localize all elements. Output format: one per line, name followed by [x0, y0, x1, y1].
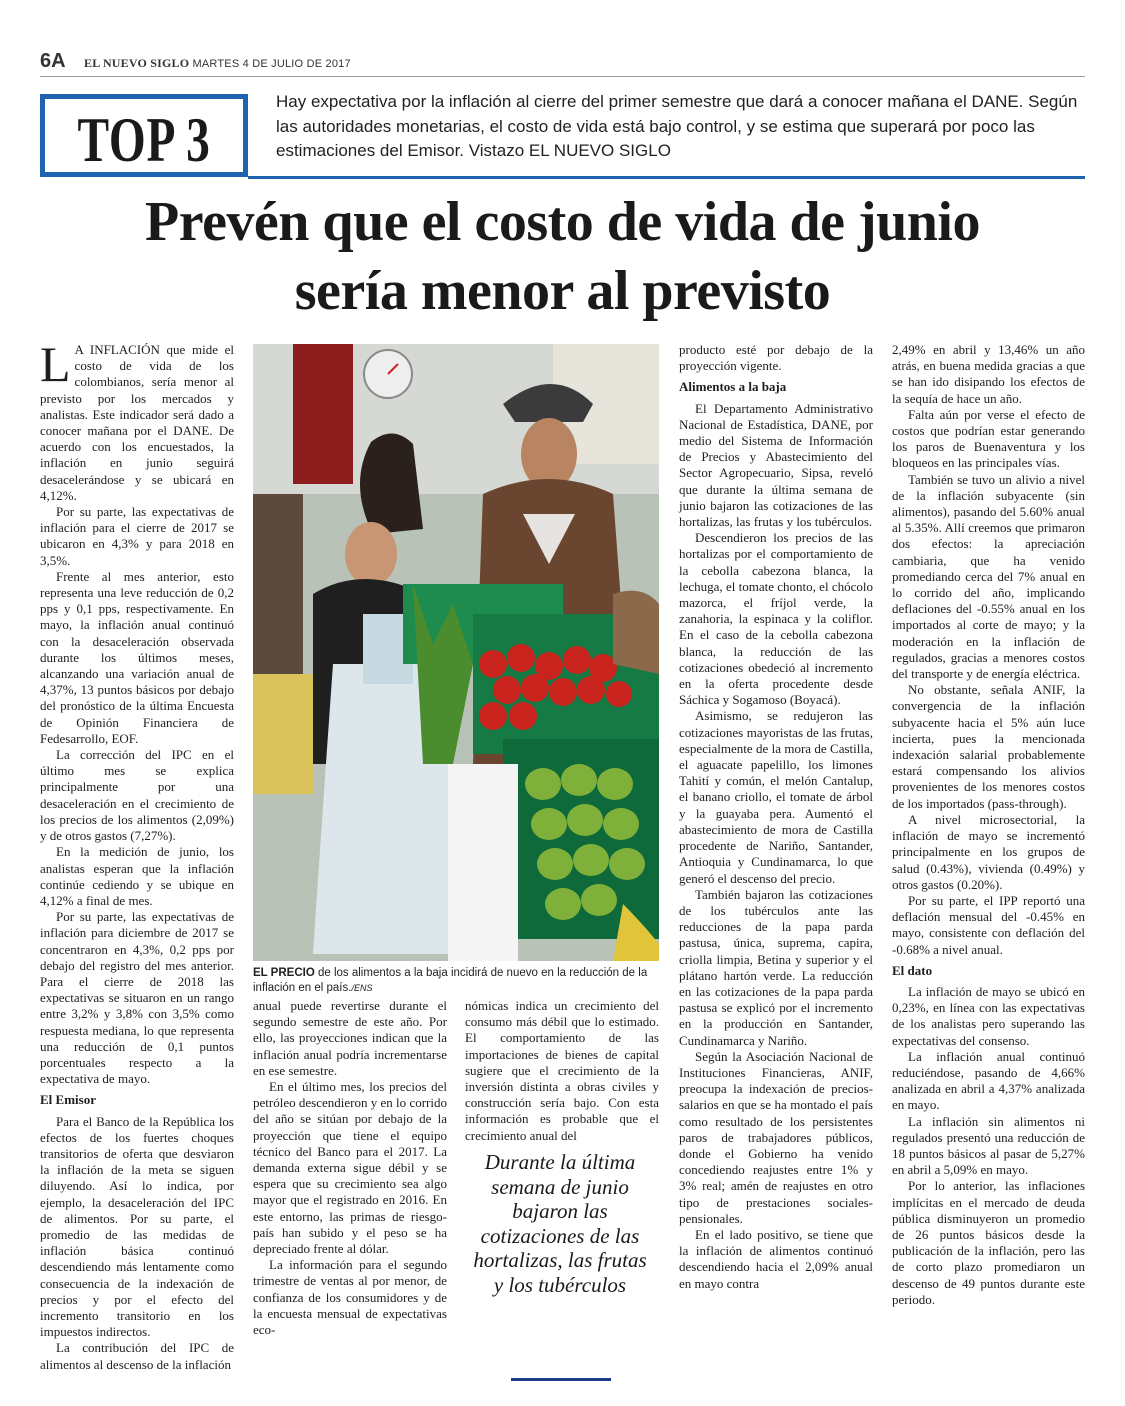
subhead-alimentos: Alimentos a la baja: [679, 379, 787, 395]
market-photo-illustration: [253, 344, 659, 961]
paragraph: La inflación sin alimentos ni regulados presentó una reducción de 18 puntos básicos al pasar de 5,27% en abril a 5,09% en mayo.: [892, 1113, 1085, 1178]
paragraph: Por su parte, las expectativas de inflación para diciembre de 2017 se concentraron en 4,3%, 0,2 pps por debajo del registro del mes anterior. Para el cierre de 2018 las expectativas se situaron en un rango entre 3,2% y 3,8% con 3,5% como respuesta mediana, lo que representa una reducción de 0,1 puntos porcentuales respecto a la expectativa de mayo.: [40, 909, 234, 1087]
pull-quote-rule: [511, 1378, 611, 1381]
paragraph: La información para el segundo trimestre de ventas al por menor, de confianza de los consumidores y de la encuesta mensual de expectativas eco-: [253, 1257, 447, 1338]
paragraph: En el lado positivo, se tiene que la inflación de alimentos continuó descendiendo hacia el 2,09% anual en mayo contra: [679, 1226, 873, 1291]
paragraph: También bajaron las cotizaciones de los tubérculos ante las reducciones de la papa parda pastusa, única, suprema, capira, criolla limpia, Betina y superior y el plátano hartón verde. La reducción en las cotizaciones de la papa parda pastusa se explicó por el incremento en la producción en Santander, Cundinamarca y Nariño.: [679, 886, 873, 1048]
caption-lead: EL PRECIO: [253, 967, 315, 979]
section-intro: Hay expectativa por la inflación al cierre del primer semestre que dará a conocer mañana el DANE. Según las autoridades monetarias, el costo de vida está bajo control, y se estima que superará por poco las estimaciones del Emisor. Vistazo EL NUEVO SIGLO: [276, 92, 1078, 160]
paragraph: Según la Asociación Nacional de Instituciones Financieras, ANIF, preocupa la indexación de precios-salarios en que se ha montado el país como resultado de los persistentes paros de trabajadores públicos, donde el Gobierno ha venido concediendo reajustes entre 1% y 3% real; amén de reajustes en otro tipo de prestaciones sociales-pensionales.: [679, 1048, 873, 1226]
paragraph: En la medición de junio, los analistas esperan que la inflación continúe cediendo y se ubique en 4,12% a final de mes.: [40, 844, 234, 908]
article-column-5: [892, 342, 1085, 1308]
paragraph: Por su parte, el IPP reportó una deflación mensual del -0.45% en mayo, consistente con deflación del -0.68% a nivel anual.: [892, 892, 1085, 957]
photo-caption: [253, 966, 659, 995]
newspaper-name: EL NUEVO SIGLO: [84, 56, 190, 70]
paragraph: Frente al mes anterior, esto representa una leve reducción de 0,2 pps y 0,1 pps, respectivamente. En mayo, la inflación anual continuó con la desaceleración observada durante los últimos meses, alcanzando una variación anual de 4,37%, 13 puntos básicos por debajo del pronóstico de la última Encuesta de Opinión Financiera de Fedesarrollo, EOF.: [40, 568, 234, 746]
section-label: TOP 3: [77, 104, 211, 175]
article-column-1: [40, 336, 234, 1373]
paragraph: No obstante, señala ANIF, la convergencia de la inflación subyacente hacia el 5% aún luce incierta, pues la mencionada indexación salarial probablemente estará compensando los alivios provenientes de los menores costos de los importados (pass-through).: [892, 682, 1085, 811]
paragraph: Por lo anterior, las inflaciones implícitas en el mercado de deuda pública disminuyeron un promedio de 26 puntos básicos desde la publicación de la inflación, pero las de corto plazo promediaron un descenso de 49 puntos durante este periodo.: [892, 1178, 1085, 1307]
folio-line: [84, 56, 351, 71]
paragraph: También se tuvo un alivio a nivel de la inflación subyacente (sin alimentos), pasando del 5.60% anual al 5.35%. Allí creemos que primaron dos efectos: la apreciación cambiaria, que ha venido promediando cerca del 7% anual en lo corrido del año, implicando deflaciones del -0.55% anual en los importados al corte de mayo; y la moderación en la inflación de regulados, gracias a menores costos del transporte y de energía eléctrica.: [892, 471, 1085, 682]
headline-line-2: sería menor al previsto: [294, 260, 831, 322]
subhead-el-dato: El dato: [892, 962, 933, 978]
section-badge: [40, 94, 248, 177]
paragraph: Para el Banco de la República los efectos de los fuertes choques transitorios de oferta que desviaron la inflación de la meta se siguen diluyendo. Así lo indica, por ejemplo, la desaceleración del IPC de alimentos. Por su parte, el promedio de las medidas de inflación básica continuó descendiendo más lentamente como consecuencia de la indexación de precios y por el efecto del incremento transitorio en los impuestos indirectos.: [40, 1113, 234, 1340]
article-column-2: [253, 998, 447, 1338]
issue-date: MARTES 4 DE JULIO DE 2017: [192, 58, 351, 70]
paragraph: En el último mes, los precios del petróleo descendieron y en lo corrido del año se sitúan por debajo de la proyección que tiene el equipo técnico del Banco para el 2017. La demanda externa sigue débil y se espera que su crecimiento sea algo mayor que el registrado en 2016. En este entorno, las primas de riesgo-país han subido y el peso se ha depreciado frente al dólar.: [253, 1079, 447, 1257]
paragraph: anual puede revertirse durante el segundo semestre de este año. Por ello, las proyecciones indican que la inflación anual podría incrementarse en ese semestre.: [253, 998, 447, 1078]
paragraph: La inflación anual continuó reduciéndose, pasando de 4,66% analizada en abril a 4,37% analizada en mayo.: [892, 1048, 1085, 1113]
paragraph: La inflación de mayo se ubicó en 0,23%, en línea con las expectativas de los analistas pero superando las expectativas del consenso.: [892, 983, 1085, 1048]
article-column-3: [465, 998, 659, 1144]
paragraph: Falta aún por verse el efecto de costos que podrían estar generando los paros de Buenaventura y los bloqueos en las principales vías.: [892, 406, 1085, 471]
article-column-4: [679, 342, 873, 1292]
paragraph: El Departamento Administrativo Nacional de Estadística, DANE, por medio del Sistema de Información de Precios y Abastecimiento del Sector Agropecuario, Sipsa, reveló que durante la última semana de junio bajaron las cotizaciones de las hortalizas, las frutas y los tubérculos.: [679, 400, 873, 530]
paragraph: Por su parte, las expectativas de inflación para el cierre de 2017 se ubicaron en 4,3% y para 2018 en 3,5%.: [40, 504, 234, 568]
section-rule: [248, 176, 1085, 179]
paragraph: La corrección del IPC en el último mes se explica principalmente por una desaceleración en el crecimiento de los precios de los alimentos (2,09%) y de otros gastos (7,27%).: [40, 747, 234, 844]
caption-text: de los alimentos a la baja incidirá de nuevo en la reducción de la inflación en el país.: [253, 967, 648, 994]
pull-quote: Durante la última semana de junio bajaron las cotizaciones de las hortalizas, las frutas y los tubérculos: [473, 1150, 647, 1297]
drop-cap: L: [40, 336, 71, 392]
lead-text: A INFLACIÓN que mide el costo de vida de los colombianos, sería menor al previsto por los mercados y analistas. Este indicador será dado a conocer mañana por el DANE. De acuerdo con los encuestados, la inflación en junio seguirá desacelerándose y se ubicará en 4,12%.: [40, 342, 234, 503]
photo-credit: /ENS: [351, 982, 373, 993]
lead-paragraph: [40, 336, 234, 504]
market-photo: [253, 344, 659, 961]
article-headline: [40, 188, 1085, 326]
paragraph: A nivel microsectorial, la inflación de mayo se incrementó principalmente en los grupos de salud (0.43%), vivienda (0.49%) y otros gastos (0.20%).: [892, 811, 1085, 892]
paragraph: Asimismo, se redujeron las cotizaciones mayoristas de las frutas, especialmente de la mora de Castilla, el aguacate papelillo, los limones Tahití y común, el melón Cantalup, el banano criollo, el tomate de árbol y la guayaba pera. Aumentó el abastecimiento de mora de Castilla procedente de Nariño, Santander, Antioquia y Cundinamarca, lo que generó el descenso del precio.: [679, 708, 873, 886]
paragraph: producto esté por debajo de la proyección vigente.: [679, 342, 873, 374]
subhead-emisor: El Emisor: [40, 1092, 96, 1108]
paragraph: nómicas indica un crecimiento del consumo más débil que lo estimado. El comportamiento de las importaciones de bienes de capital sugiere que el crecimiento de la inversión distinta a obras civiles y construcción sería bajo. Con esta información es probable que el crecimiento anual del: [465, 998, 659, 1143]
headline-line-1: Prevén que el costo de vida de junio: [145, 191, 980, 253]
paragraph: 2,49% en abril y 13,46% un año atrás, en buena medida gracias a que se han ido disipando los efectos de la sequía de hace un año.: [892, 342, 1085, 406]
page-folio: [40, 50, 1085, 77]
paragraph: La contribución del IPC de alimentos al descenso de la inflación: [40, 1340, 234, 1372]
page-number: 6A: [40, 50, 66, 72]
paragraph: Descendieron los precios de las hortalizas por el comportamiento de la cebolla cabezona blanca, la lechuga, el tomate chonto, el chócolo mazorca, el fríjol verde, la zanahoria, la espinaca y la coliflor. En el caso de la cebolla cabezona blanca, la reducción de las cotizaciones obedeció al incremento en la oferta procedente desde Sáchica y Sogamoso (Boyacá).: [679, 530, 873, 708]
